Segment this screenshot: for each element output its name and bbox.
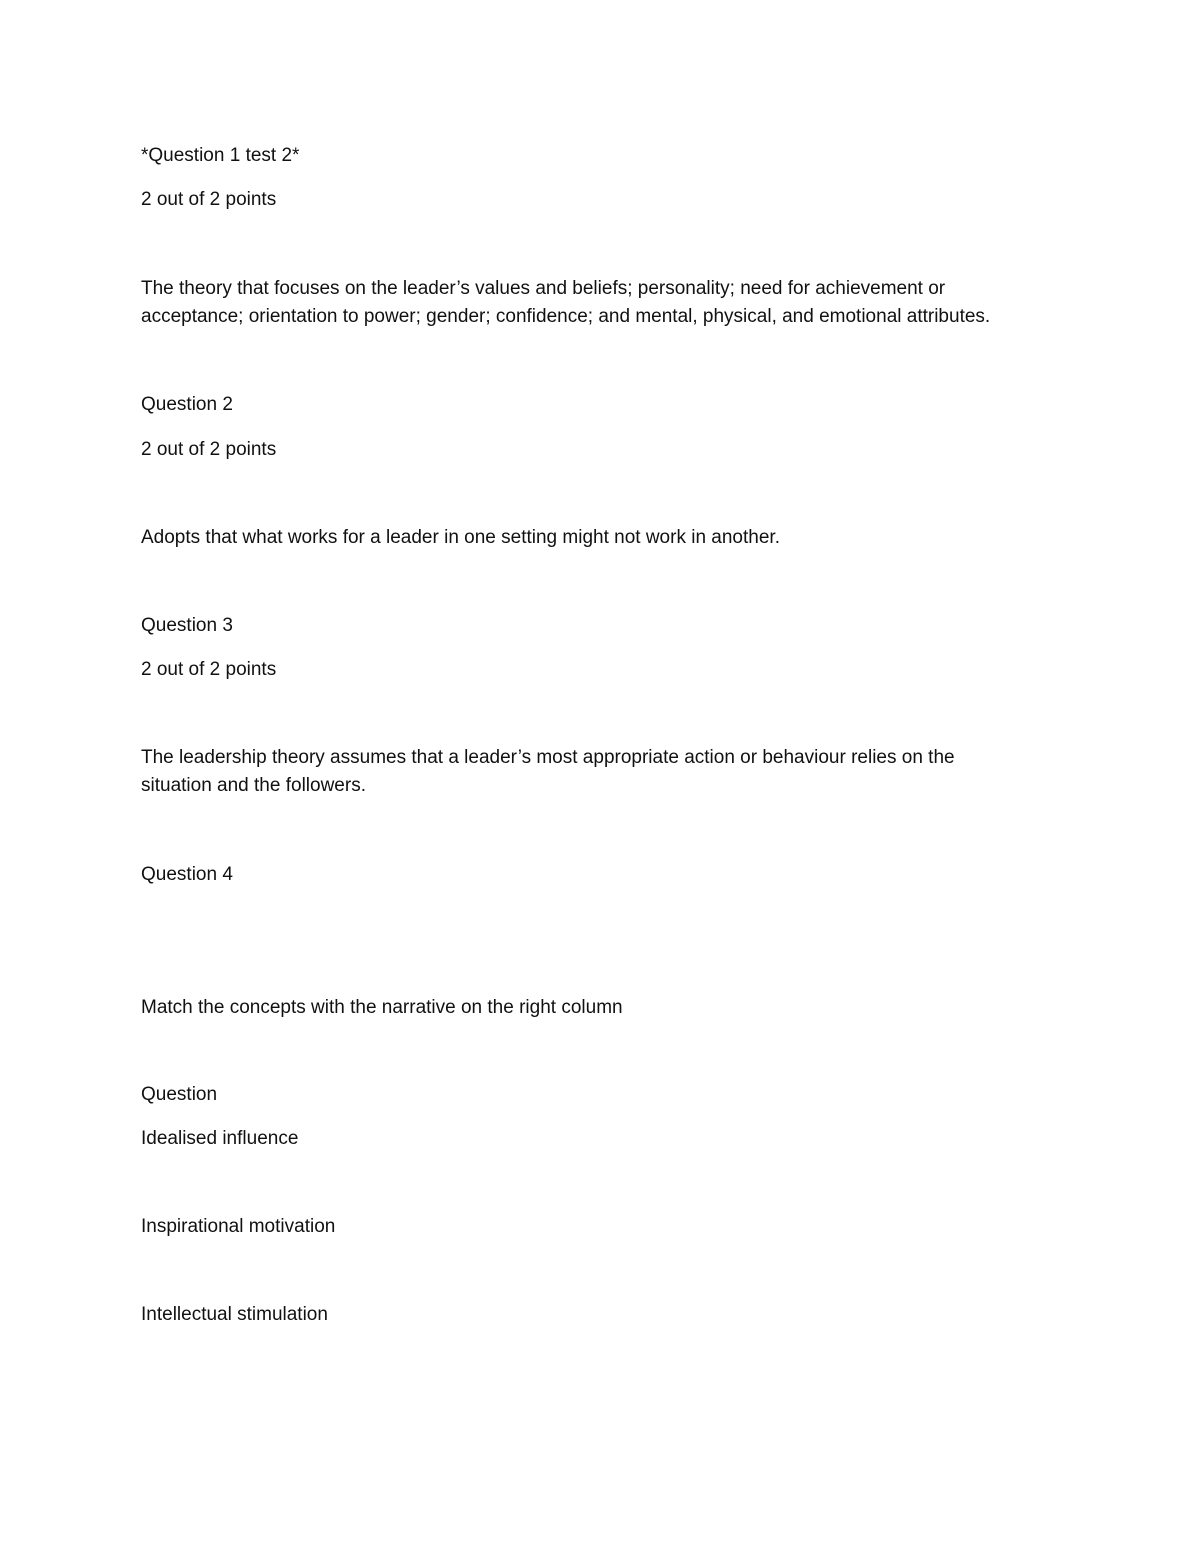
question-3-title: Question 3 — [141, 615, 233, 636]
concept-item: Intellectual stimulation — [141, 1304, 328, 1325]
question-2-text: Adopts that what works for a leader in one setting might not work in another. — [141, 527, 780, 548]
question-4-instruction: Match the concepts with the narrative on the right column — [141, 997, 623, 1018]
question-1-title: *Question 1 test 2* — [141, 145, 300, 166]
question-3-text-line-2: situation and the followers. — [141, 775, 366, 796]
question-4-column-header: Question — [141, 1084, 218, 1105]
concept-item: Idealised influence — [141, 1128, 299, 1149]
question-1-text-line-2: acceptance; orientation to power; gender; confidence; and mental, physical, and emotional attributes. — [141, 306, 991, 327]
question-1-score: 2 out of 2 points — [141, 189, 277, 210]
concept-item: Inspirational motivation — [141, 1216, 336, 1237]
question-2-title: Question 2 — [141, 394, 233, 415]
question-2-score: 2 out of 2 points — [141, 439, 277, 460]
question-1-text-line-1: The theory that focuses on the leader’s values and beliefs; personality; need for achievement or — [141, 278, 946, 299]
question-3-text-line-1: The leadership theory assumes that a leader’s most appropriate action or behaviour relies on the — [141, 747, 955, 768]
question-3-score: 2 out of 2 points — [141, 659, 277, 680]
question-4-title: Question 4 — [141, 864, 233, 885]
